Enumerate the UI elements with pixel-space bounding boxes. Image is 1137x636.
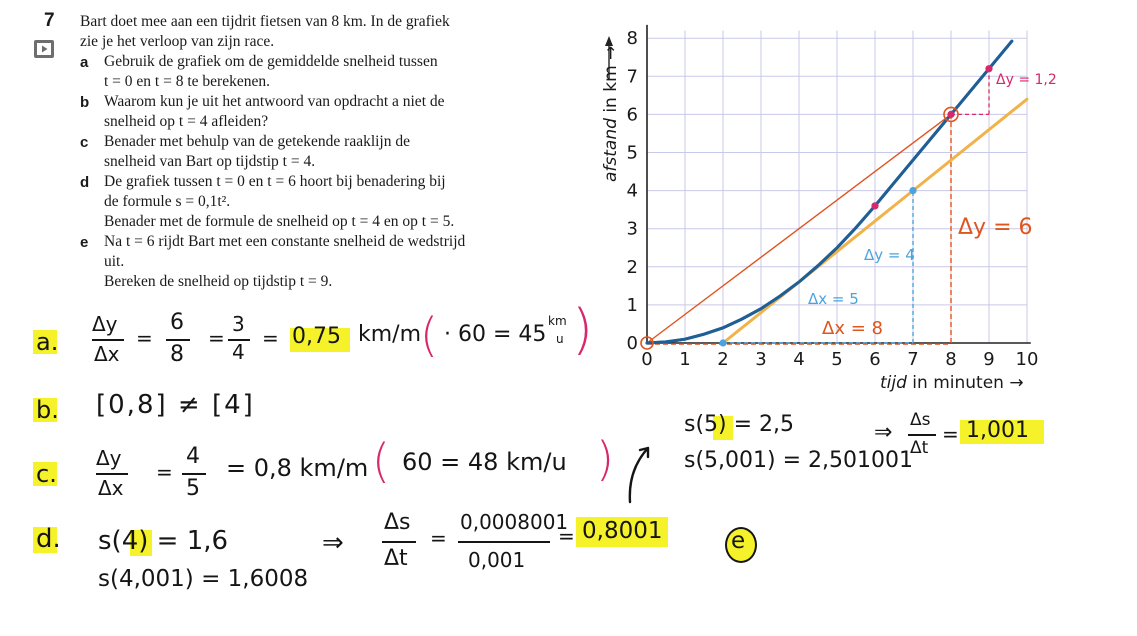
hw-a-dy: Δy bbox=[92, 312, 118, 336]
hw-a-conv-km: km bbox=[548, 314, 567, 328]
hw-s-ds: Δs bbox=[910, 410, 931, 430]
hw-a-fraction-bar-1 bbox=[92, 339, 124, 341]
y-tick-5: 5 bbox=[626, 142, 638, 164]
hw-a-paren-close: ) bbox=[572, 298, 594, 361]
hw-a-conv: · 60 = 45 bbox=[444, 322, 547, 347]
hw-d-den: 0,001 bbox=[468, 548, 526, 572]
y-axis-label-rest: in km → bbox=[601, 45, 621, 119]
hw-c-dy: Δy bbox=[96, 446, 122, 470]
hw-a-unit: km/m bbox=[358, 322, 422, 347]
y-tick-4: 4 bbox=[626, 180, 638, 202]
hw-arrow-up bbox=[618, 440, 658, 506]
x-tick-9: 9 bbox=[983, 349, 995, 370]
y-axis-label-italic: afstand bbox=[601, 118, 621, 182]
x-tick-8: 8 bbox=[945, 349, 957, 370]
hw-a-conv-u: u bbox=[556, 332, 564, 346]
x-tick-3: 3 bbox=[755, 349, 767, 370]
y-tick-3: 3 bbox=[626, 218, 638, 240]
hw-d-arrow: ⇒ bbox=[322, 528, 344, 558]
hw-a-eq1: = bbox=[136, 326, 153, 350]
x-tick-6: 6 bbox=[869, 349, 881, 370]
data-point-1 bbox=[719, 339, 726, 346]
y-tick-6: 6 bbox=[626, 104, 638, 126]
part-a-line-2: t = 0 en t = 8 te berekenen. bbox=[104, 73, 270, 90]
x-axis-label-rest: in minuten → bbox=[906, 373, 1024, 393]
hw-c-paren-open: ( bbox=[372, 434, 390, 488]
hw-a-3: 3 bbox=[232, 312, 245, 336]
hw-c-5: 5 bbox=[186, 476, 200, 501]
part-d-line-1: De grafiek tussen t = 0 en t = 6 hoort bij benadering bij bbox=[104, 173, 446, 190]
part-e-line-2: uit. bbox=[104, 253, 125, 270]
y-tick-1: 1 bbox=[626, 294, 638, 316]
hw-a-eq2: = bbox=[208, 326, 225, 350]
hw-s-fraction-bar bbox=[908, 434, 936, 436]
x-tick-0: 0 bbox=[641, 349, 653, 370]
orange-delta-y: Δy = 6 bbox=[958, 215, 1033, 240]
hw-c-dx: Δx bbox=[98, 476, 124, 500]
hw-a-eq3: = bbox=[262, 326, 279, 350]
part-a-line-1: Gebruik de grafiek om de gemiddelde snelheid tussen bbox=[104, 53, 438, 70]
hw-a-4: 4 bbox=[232, 340, 245, 364]
hw-c-paren-close: ) bbox=[596, 432, 614, 486]
blue-delta-y: Δy = 4 bbox=[864, 246, 915, 264]
part-c-label: c bbox=[80, 134, 89, 151]
data-point-2 bbox=[909, 187, 916, 194]
hw-c-4: 4 bbox=[186, 444, 200, 469]
x-tick-4: 4 bbox=[793, 349, 805, 370]
part-d-line-3: Benader met de formule de snelheid op t = 4 en op t = 5. bbox=[104, 213, 455, 230]
hw-s5: s(5) = 2,5 bbox=[684, 412, 795, 437]
data-point-3 bbox=[947, 111, 954, 118]
hw-a-6: 6 bbox=[170, 310, 184, 335]
y-tick-7: 7 bbox=[626, 66, 638, 88]
intro-line-2: zie je het verloop van zijn race. bbox=[80, 33, 275, 50]
y-label-arrowhead bbox=[605, 36, 613, 46]
hw-c-conv: 60 = 48 km/u bbox=[402, 448, 567, 476]
x-tick-10: 10 bbox=[1015, 349, 1039, 370]
y-tick-0: 0 bbox=[626, 333, 638, 354]
orange-delta-x: Δx = 8 bbox=[822, 318, 883, 339]
hw-s-arrow: ⇒ bbox=[874, 420, 893, 445]
intro-line-1: Bart doet mee aan een tijdrit fietsen van 8 km. In de grafiek bbox=[80, 13, 450, 30]
hw-s-eq: = bbox=[942, 422, 959, 446]
x-tick-2: 2 bbox=[717, 349, 729, 370]
hw-a-fraction-bar-2 bbox=[166, 339, 190, 341]
part-c-line-1: Benader met behulp van de getekende raaklijn de bbox=[104, 133, 410, 150]
part-e-line-3: Bereken de snelheid op tijdstip t = 9. bbox=[104, 273, 333, 290]
y-axis-label bbox=[601, 46, 621, 182]
hw-d-s4001: s(4,001) = 1,6008 bbox=[98, 566, 309, 592]
x-axis-label-italic: tijd bbox=[880, 373, 907, 393]
hw-s-dt: Δt bbox=[910, 438, 929, 458]
hw-a-label: a. bbox=[36, 328, 59, 356]
hw-c-eq1: = bbox=[156, 460, 173, 484]
blue-delta-x: Δx = 5 bbox=[808, 290, 859, 308]
hw-a-result: 0,75 bbox=[292, 324, 341, 349]
hw-d-s4: s(4) = 1,6 bbox=[98, 526, 229, 556]
part-e-label: e bbox=[80, 234, 89, 251]
hw-c-rest: = 0,8 km/m bbox=[226, 454, 369, 482]
hw-b-label: b. bbox=[36, 396, 59, 424]
part-a-label: a bbox=[80, 54, 89, 71]
hw-d-dt: Δt bbox=[384, 546, 408, 571]
hw-e-label: e bbox=[731, 528, 746, 554]
y-tick-8: 8 bbox=[626, 28, 638, 50]
part-b-line-1: Waarom kun je uit het antwoord van opdracht a niet de bbox=[104, 93, 445, 110]
part-d-label: d bbox=[80, 174, 90, 191]
part-e-line-1: Na t = 6 rijdt Bart met een constante snelheid de wedstrijd bbox=[104, 233, 466, 250]
hw-d-eq: = bbox=[430, 526, 447, 550]
hw-d-result: 0,8001 bbox=[582, 518, 663, 544]
hw-c-fraction-bar-1 bbox=[96, 473, 128, 475]
hw-d-ds: Δs bbox=[384, 510, 411, 535]
hw-d-fraction-bar-1 bbox=[382, 541, 416, 543]
hw-a-paren-open: ( bbox=[420, 308, 438, 362]
y-tick-2: 2 bbox=[626, 256, 638, 278]
hw-c-label: c. bbox=[36, 460, 57, 488]
hw-s-result: 1,001 bbox=[966, 418, 1029, 443]
data-point-0 bbox=[871, 202, 878, 209]
hw-a-8: 8 bbox=[170, 342, 184, 367]
hw-d-label: d. bbox=[36, 524, 61, 554]
hw-d-eq2: = bbox=[558, 524, 575, 548]
pink-delta-y: Δy = 1,2 bbox=[996, 72, 1057, 88]
part-d-line-2: de formule s = 0,1t². bbox=[104, 193, 231, 210]
data-point-4 bbox=[985, 65, 992, 72]
part-b-label: b bbox=[80, 94, 90, 111]
x-tick-7: 7 bbox=[907, 349, 919, 370]
x-tick-5: 5 bbox=[831, 349, 843, 370]
exercise-number: 7 bbox=[44, 10, 55, 31]
hw-b-text: [0,8] ≠ [4] bbox=[96, 390, 255, 420]
hw-a-dx: Δx bbox=[94, 342, 120, 366]
part-b-line-2: snelheid op t = 4 afleiden? bbox=[104, 113, 269, 130]
hw-c-fraction-bar-2 bbox=[182, 473, 206, 475]
part-c-line-2: snelheid van Bart op tijdstip t = 4. bbox=[104, 153, 316, 170]
x-axis-label bbox=[880, 373, 1024, 393]
hw-d-fraction-bar-2 bbox=[458, 541, 550, 543]
hw-s5001: s(5,001) = 2,501001 bbox=[684, 448, 914, 473]
x-tick-1: 1 bbox=[679, 349, 691, 370]
hw-d-num: 0,0008001 bbox=[460, 510, 569, 534]
